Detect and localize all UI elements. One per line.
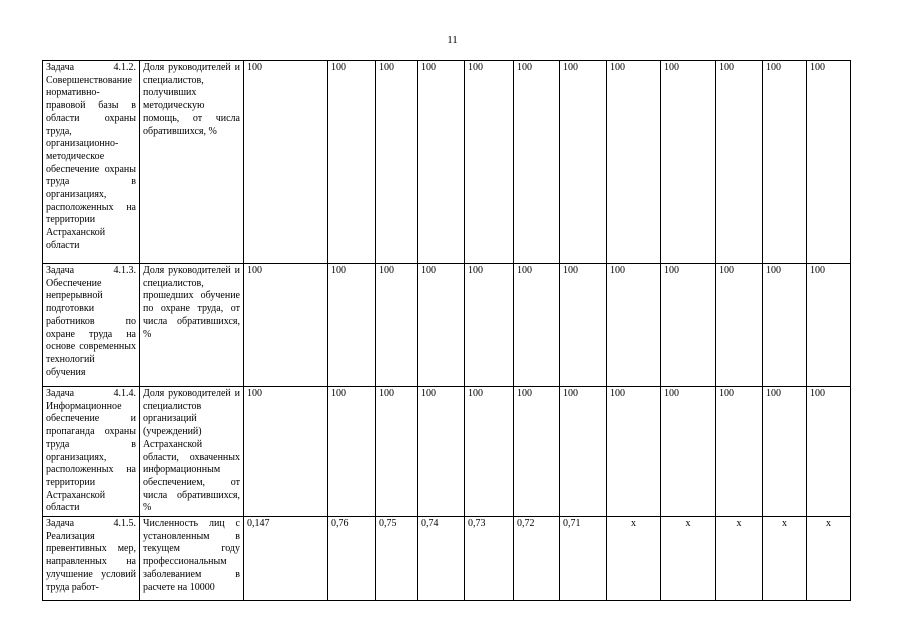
- value-cell: 100: [661, 387, 716, 517]
- task-cell: Задача 4.1.4. Информационное обеспечение и пропаганда охраны труда в организациях, расположенных на территории Астраханской области: [43, 387, 140, 517]
- indicator-cell: Численность лиц с установленным в текущем году профессиональным заболеванием в расчете на 10000: [140, 517, 244, 601]
- value-cell: 0,147: [244, 517, 328, 601]
- page-number: 11: [447, 34, 458, 46]
- value-cell: 100: [560, 387, 607, 517]
- value-cell: 100: [328, 264, 376, 387]
- value-cell: 100: [376, 387, 418, 517]
- value-cell: 100: [514, 264, 560, 387]
- value-cell: 100: [763, 61, 807, 264]
- task-cell: Задача 4.1.2. Совершенствование нормативно-правовой базы в области охраны труда, организационно-методическое обеспечение охраны труда в организациях, расположенных на территории Астраханской области: [43, 61, 140, 264]
- value-cell: 100: [465, 387, 514, 517]
- value-cell: 100: [607, 61, 661, 264]
- value-cell: x: [716, 517, 763, 601]
- value-cell: 100: [418, 264, 465, 387]
- value-cell: 100: [716, 61, 763, 264]
- value-cell: 100: [661, 264, 716, 387]
- indicator-cell: Доля руководителей и специалистов, прошедших обучение по охране труда, от числа обратившихся, %: [140, 264, 244, 387]
- table-row: [43, 264, 851, 387]
- indicator-cell: Доля руководителей и специалистов организаций (учреждений) Астраханской области, охваченных информационным обеспечением, от числа обратившихся, %: [140, 387, 244, 517]
- task-cell: Задача 4.1.5. Реализация превентивных мер, направленных на улучшение условий труда работ-: [43, 517, 140, 601]
- value-cell: 100: [376, 61, 418, 264]
- value-cell: 100: [514, 387, 560, 517]
- value-cell: 100: [328, 387, 376, 517]
- table-row: [43, 61, 851, 264]
- value-cell: 100: [465, 264, 514, 387]
- value-cell: 100: [244, 264, 328, 387]
- value-cell: 100: [328, 61, 376, 264]
- value-cell: x: [661, 517, 716, 601]
- value-cell: 100: [763, 264, 807, 387]
- value-cell: 100: [465, 61, 514, 264]
- value-cell: 100: [560, 264, 607, 387]
- value-cell: 100: [514, 61, 560, 264]
- value-cell: 100: [244, 61, 328, 264]
- value-cell: 100: [763, 387, 807, 517]
- task-cell: Задача 4.1.3. Обеспечение непрерывной подготовки работников по охране труда на основе современных технологий обучения: [43, 264, 140, 387]
- value-cell: 100: [661, 61, 716, 264]
- value-cell: 100: [807, 264, 851, 387]
- value-cell: 100: [244, 387, 328, 517]
- value-cell: 100: [607, 387, 661, 517]
- value-cell: 0,73: [465, 517, 514, 601]
- value-cell: 100: [418, 387, 465, 517]
- value-cell: 100: [418, 61, 465, 264]
- indicator-cell: Доля руководителей и специалистов, получивших методическую помощь, от числа обратившихся, %: [140, 61, 244, 264]
- value-cell: 100: [560, 61, 607, 264]
- value-cell: x: [807, 517, 851, 601]
- value-cell: 100: [607, 264, 661, 387]
- table-body: [43, 61, 851, 601]
- value-cell: 0,76: [328, 517, 376, 601]
- value-cell: 0,71: [560, 517, 607, 601]
- value-cell: 100: [716, 264, 763, 387]
- value-cell: x: [763, 517, 807, 601]
- table-row: [43, 387, 851, 517]
- table-row: [43, 517, 851, 601]
- value-cell: 0,72: [514, 517, 560, 601]
- value-cell: 100: [807, 387, 851, 517]
- value-cell: 100: [807, 61, 851, 264]
- value-cell: 0,74: [418, 517, 465, 601]
- value-cell: x: [607, 517, 661, 601]
- value-cell: 100: [716, 387, 763, 517]
- indicators-table: [42, 60, 851, 601]
- value-cell: 100: [376, 264, 418, 387]
- value-cell: 0,75: [376, 517, 418, 601]
